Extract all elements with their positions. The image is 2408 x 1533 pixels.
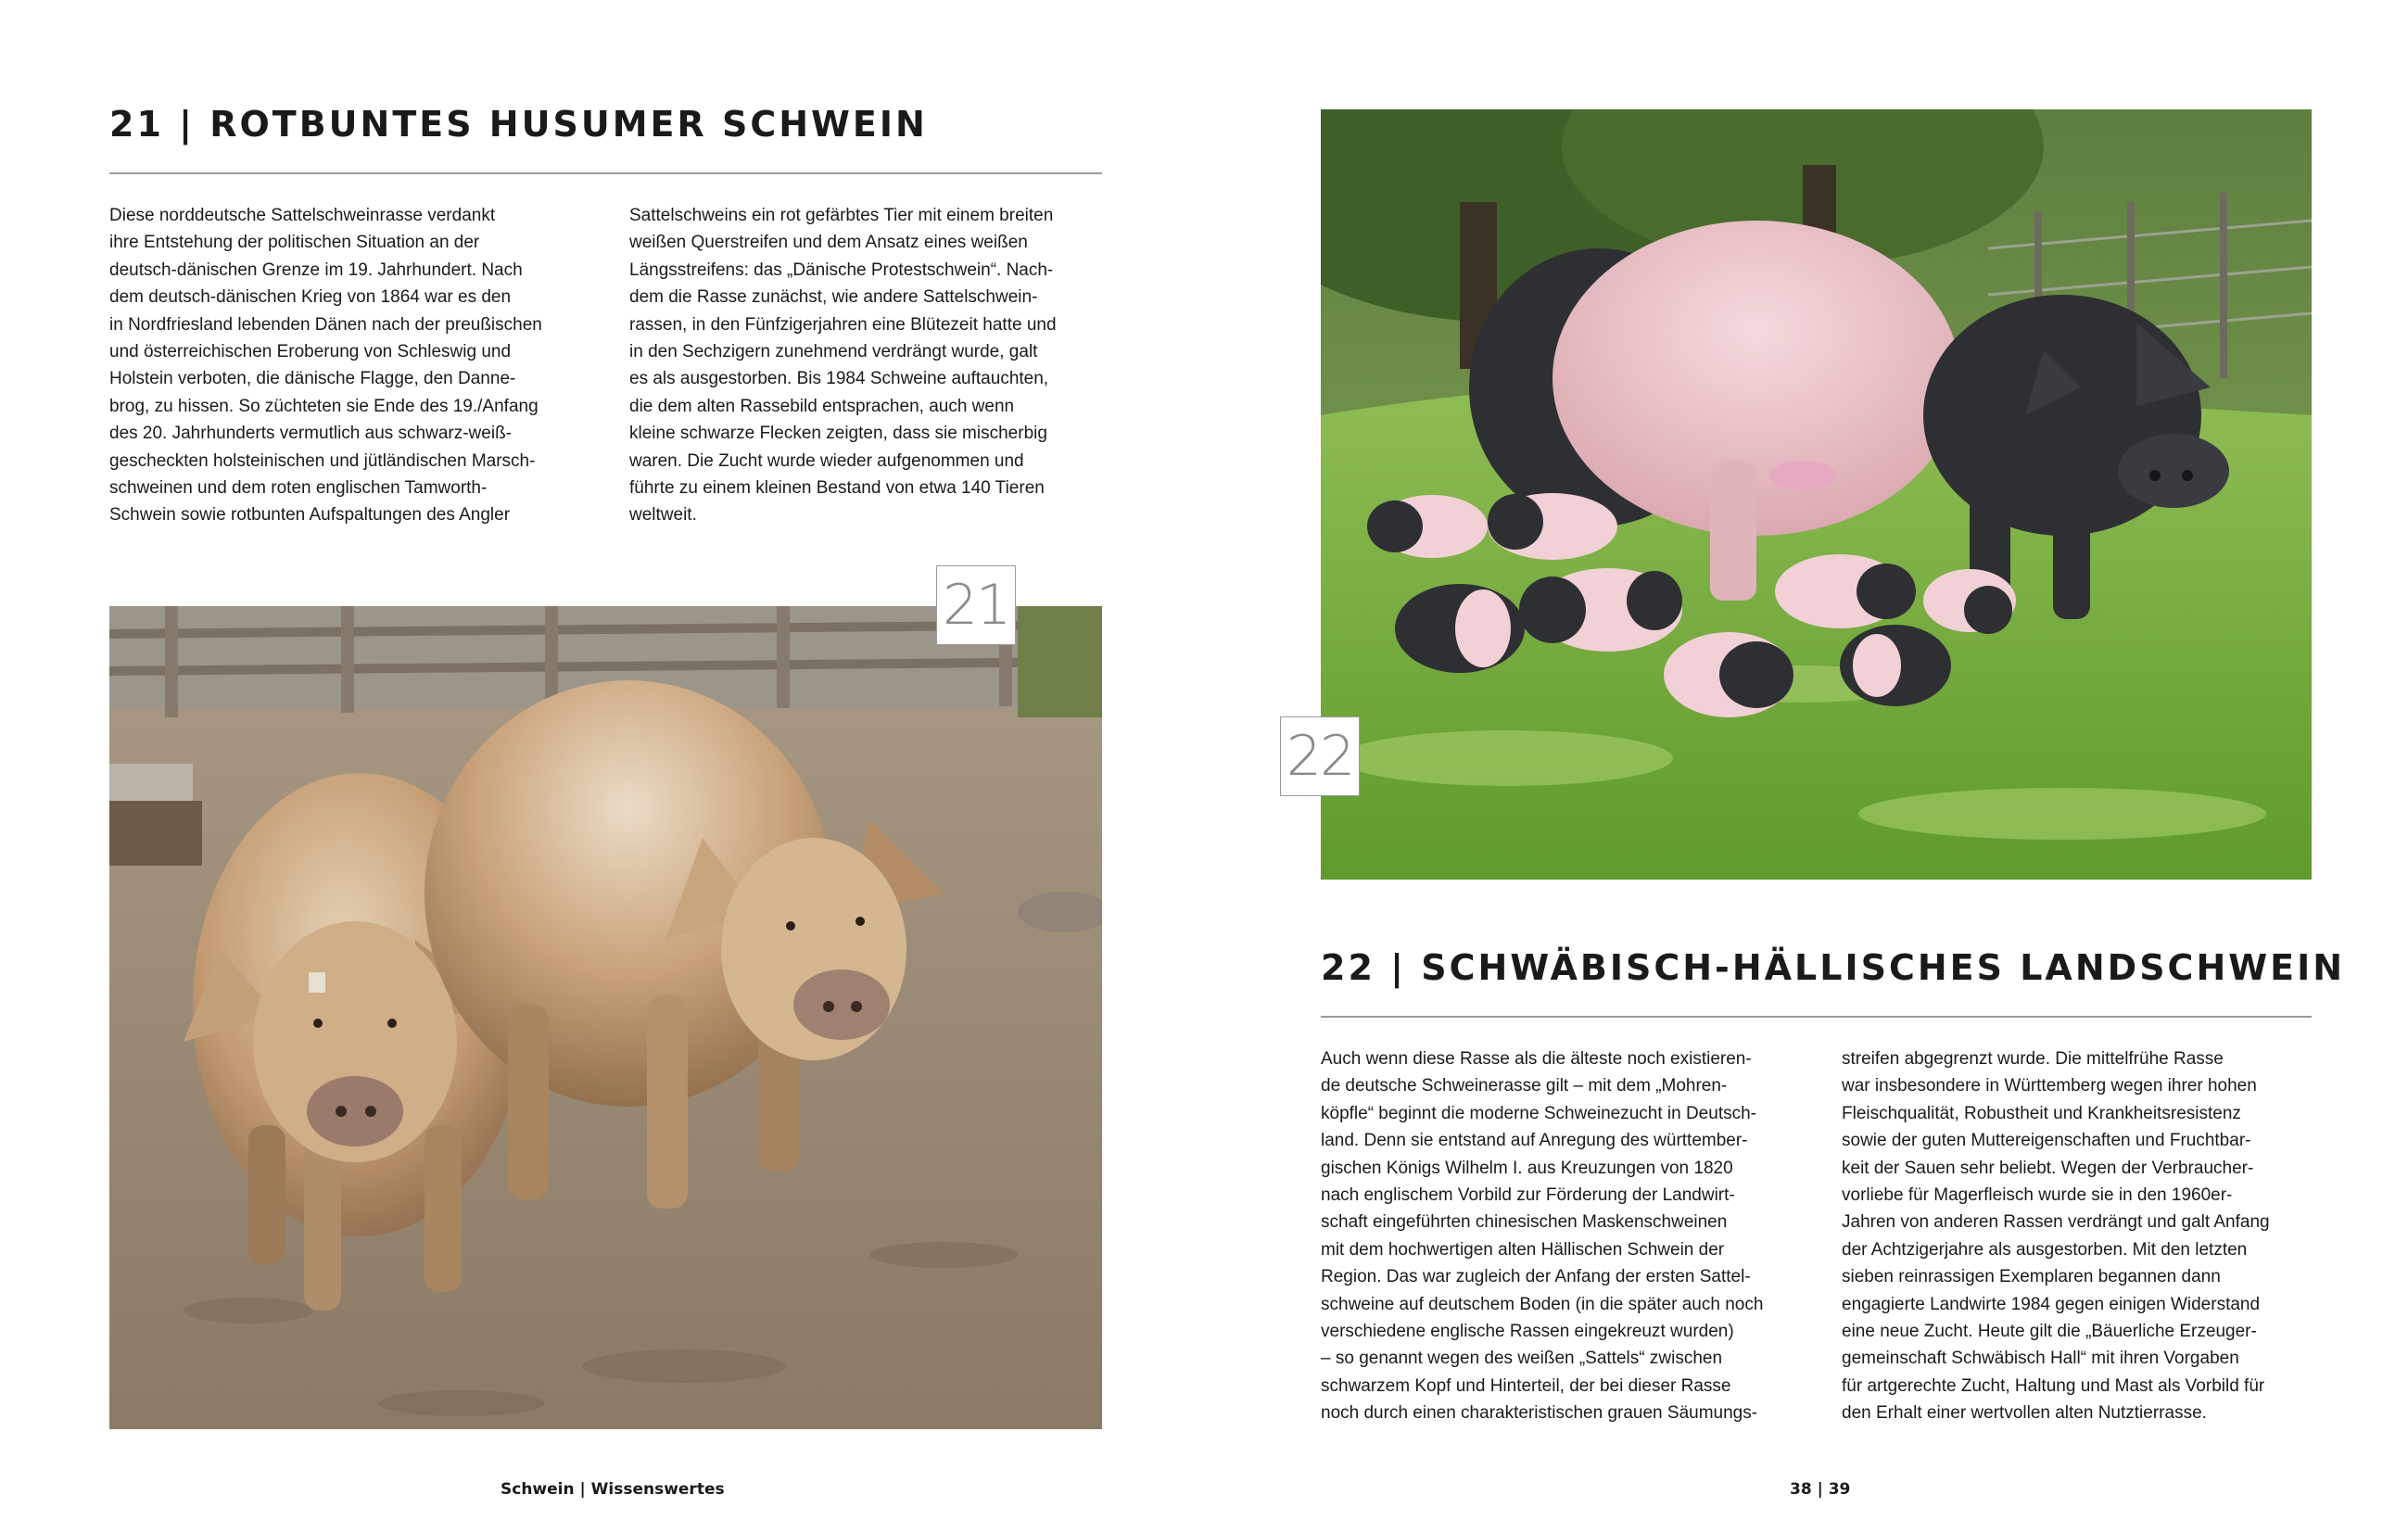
- text-line: rassen, in den Fünfzigerjahren eine Blütezeit hatte und: [629, 314, 1057, 335]
- text-column-2: [629, 202, 1111, 529]
- text-line: den Erhalt einer wertvollen alten Nutztierrasse.: [1842, 1403, 2207, 1424]
- text-line: weltweit.: [629, 505, 697, 526]
- text-line: dem die Rasse zunächst, wie andere Sattelschwein-: [629, 287, 1038, 308]
- text-line: kleine schwarze Flecken zeigten, dass sie mischerbig: [629, 424, 1047, 444]
- photo-schwaebisch-haellisches-landschwein: [1321, 109, 2312, 880]
- photo-number-22: 22: [1280, 716, 1360, 796]
- text-column-1: [1321, 1045, 1803, 1427]
- text-line: mit dem hochwertigen alten Hällischen Schwein der: [1321, 1239, 1725, 1260]
- page-numbers: 38 | 39: [1790, 1480, 1851, 1499]
- text-line: verschiedene englische Rassen eingekreuzt wurden): [1321, 1322, 1734, 1342]
- title-rule: [1321, 1016, 2312, 1018]
- text-line: Schwein sowie rotbunten Aufspaltungen des Angler: [109, 505, 511, 526]
- text-line: eine neue Zucht. Heute gilt die „Bäuerliche Erzeuger-: [1842, 1322, 2257, 1342]
- text-line: de deutsche Schweinerasse gilt – mit dem „Mohren-: [1321, 1076, 1728, 1096]
- text-line: keit der Sauen sehr beliebt. Wegen der Verbraucher-: [1842, 1158, 2254, 1178]
- text-line: Region. Das war zugleich der Anfang der ersten Sattel-: [1321, 1267, 1751, 1287]
- text-line: Längsstreifens: das „Dänische Protestschwein“. Nach-: [629, 260, 1054, 280]
- text-line: gischen Königs Wilhelm I. aus Kreuzungen von 1820: [1321, 1158, 1733, 1178]
- text-column-2: [1842, 1045, 2324, 1427]
- title-rule: [109, 172, 1102, 174]
- text-line: schweinen und dem roten englischen Tamworth-: [109, 478, 488, 499]
- text-line: Diese norddeutsche Sattelschweinrasse verdankt: [109, 206, 496, 225]
- text-line: für artgerechte Zucht, Haltung und Mast als Vorbild für: [1842, 1375, 2265, 1396]
- text-line: köpfle“ beginnt die moderne Schweinezucht in Deutsch-: [1321, 1103, 1756, 1123]
- text-line: Sattelschweins ein rot gefärbtes Tier mit einem breiten: [629, 206, 1054, 225]
- photo-rotbuntes-husumer-schwein: [109, 606, 1102, 1429]
- text-line: nach englischem Vorbild zur Förderung der Landwirt-: [1321, 1185, 1735, 1206]
- haellische-sow-with-piglets-illustration: [1321, 109, 2312, 880]
- text-line: ihre Entstehung der politischen Situation an der: [109, 233, 480, 253]
- text-line: die dem alten Rassebild entsprachen, auch wenn: [629, 396, 1015, 416]
- text-line: war insbesondere in Württemberg wegen ihrer hohen: [1842, 1076, 2257, 1096]
- text-line: streifen abgegrenzt wurde. Die mittelfrühe Rasse: [1842, 1049, 2224, 1069]
- husumer-pigs-illustration: [109, 606, 1102, 1429]
- text-line: führte zu einem kleinen Bestand von etwa 140 Tieren: [629, 478, 1045, 499]
- text-line: brog, zu hissen. So züchteten sie Ende des 19./Anfang: [109, 396, 539, 416]
- text-line: Holstein verboten, die dänische Flagge, den Danne-: [109, 369, 516, 389]
- text-line: in den Sechzigern zunehmend verdrängt wurde, galt: [629, 342, 1038, 362]
- text-line: Fleischqualität, Robustheit und Krankheitsresistenz: [1842, 1103, 2241, 1123]
- text-line: – so genannt wegen des weißen „Sattels“ zwischen: [1321, 1349, 1723, 1369]
- text-line: des 20. Jahrhunderts vermutlich aus schwarz-weiß-: [109, 424, 513, 444]
- text-line: gemeinschaft Schwäbisch Hall“ mit ihren Vorgaben: [1842, 1349, 2239, 1369]
- text-line: land. Denn sie entstand auf Anregung des württember-: [1321, 1131, 1748, 1151]
- section-title-21: 21 | ROTBUNTES HUSUMER SCHWEIN: [109, 104, 928, 145]
- photo-number-21: 21: [936, 565, 1016, 645]
- text-line: sieben reinrassigen Exemplaren begannen dann: [1842, 1267, 2221, 1287]
- text-line: und österreichischen Eroberung von Schleswig und: [109, 342, 512, 362]
- text-line: weißen Querstreifen und dem Ansatz eines weißen: [629, 233, 1028, 253]
- text-line: waren. Die Zucht wurde wieder aufgenommen und: [629, 450, 1024, 471]
- text-line: Auch wenn diese Rasse als die älteste noch existieren-: [1321, 1049, 1752, 1069]
- text-line: es als ausgestorben. Bis 1984 Schweine auftauchten,: [629, 369, 1049, 389]
- running-footer: Schwein | Wissenswertes: [501, 1480, 725, 1499]
- text-line: deutsch-dänischen Grenze im 19. Jahrhundert. Nach: [109, 260, 523, 280]
- text-column-1: [109, 202, 591, 529]
- text-line: noch durch einen charakteristischen grauen Säumungs-: [1321, 1403, 1758, 1424]
- text-line: Jahren von anderen Rassen verdrängt und galt Anfang: [1842, 1212, 2270, 1233]
- section-title-22: 22 | SCHWÄBISCH-HÄLLISCHES LANDSCHWEIN: [1321, 947, 2346, 988]
- text-line: vorliebe für Magerfleisch wurde sie in den 1960er-: [1842, 1185, 2233, 1206]
- right-page: [1204, 0, 2408, 1533]
- text-line: dem deutsch-dänischen Krieg von 1864 war es den: [109, 287, 512, 308]
- text-line: schwarzem Kopf und Hinterteil, der bei dieser Rasse: [1321, 1375, 1731, 1396]
- text-line: schweine auf deutschem Boden (in die später auch noch: [1321, 1294, 1764, 1314]
- text-line: schaft eingeführten chinesischen Maskenschweinen: [1321, 1212, 1728, 1233]
- text-line: in Nordfriesland lebenden Dänen nach der preußischen: [109, 314, 542, 335]
- text-line: engagierte Landwirte 1984 gegen einigen Widerstand: [1842, 1294, 2261, 1314]
- text-line: sowie der guten Muttereigenschaften und Fruchtbar-: [1842, 1131, 2251, 1151]
- text-line: der Achtzigerjahre als ausgestorben. Mit den letzten: [1842, 1239, 2248, 1260]
- text-line: gescheckten holsteinischen und jütländischen Marsch-: [109, 450, 536, 471]
